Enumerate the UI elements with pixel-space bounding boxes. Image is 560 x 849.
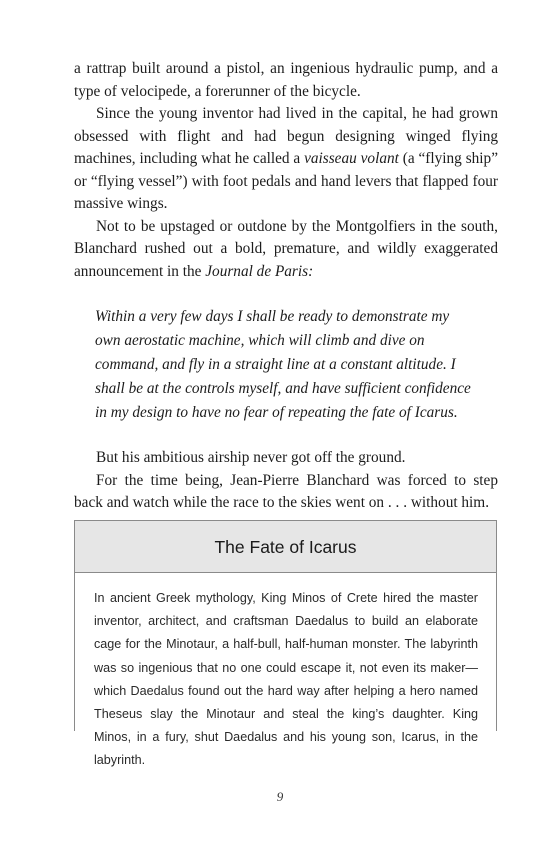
paragraph-2 [74,103,498,216]
paragraph-2-start: Since the young inventor had lived in the capital, he had grown obsessed with flight and had begun designing winged flying machines, including what he called a [74,105,498,167]
paragraph-1: a rattrap built around a pistol, an ingenious hydraulic pump, and a type of velocipede, a forerunner of the bicycle. [74,60,498,100]
body-text [74,58,498,515]
vaisseau-volant-term: vaisseau volant [304,150,399,167]
paragraph-3 [74,216,498,284]
paragraph-3-start: Not to be upstaged or outdone by the Montgolfiers in the south, Blanchard rushed out a bold, premature, and wildly exaggerated announcement in the [74,217,498,280]
sidebar-header [75,521,496,573]
sidebar-text: In ancient Greek mythology, King Minos of Crete hired the master inventor, architect, and craftsman Daedalus to build an elaborate cage for the Minotaur, a half-bull, half-human monster. The labyrinth was so ingenious that no one could escape it, not even its maker—which Daedalus found out the hard way after helping a hero named Theseus slay the Minotaur and steal the king’s daughter. King Minos, in a fury, shut Daedalus and his young son, Icarus, in the labyrinth. [94,591,478,768]
paragraph-4: But his ambitious airship never got off the ground. [96,449,406,466]
paragraph-2-end: (a “flying ship” or “flying vessel”) with foot pedals and hand levers that flapped four massive wings. [74,150,498,212]
journal-de-paris-title: Journal de Paris: [205,262,314,280]
paragraph-5: For the time being, Jean-Pierre Blanchard was forced to step back and watch while the race to the skies went on . . . without him. [74,471,498,511]
page-number: 9 [276,789,284,804]
sidebar-box [74,520,497,768]
sidebar-title: The Fate of Icarus [214,537,357,557]
block-quote: Within a very few days I shall be ready to demonstrate my own aerostatic machine, which will climb and dive on command, and fly in a straight line at a constant altitude. I shall be at the controls myself, and have sufficient confidence in my design to have no fear of repeating the fate of Icarus. [95,308,471,421]
